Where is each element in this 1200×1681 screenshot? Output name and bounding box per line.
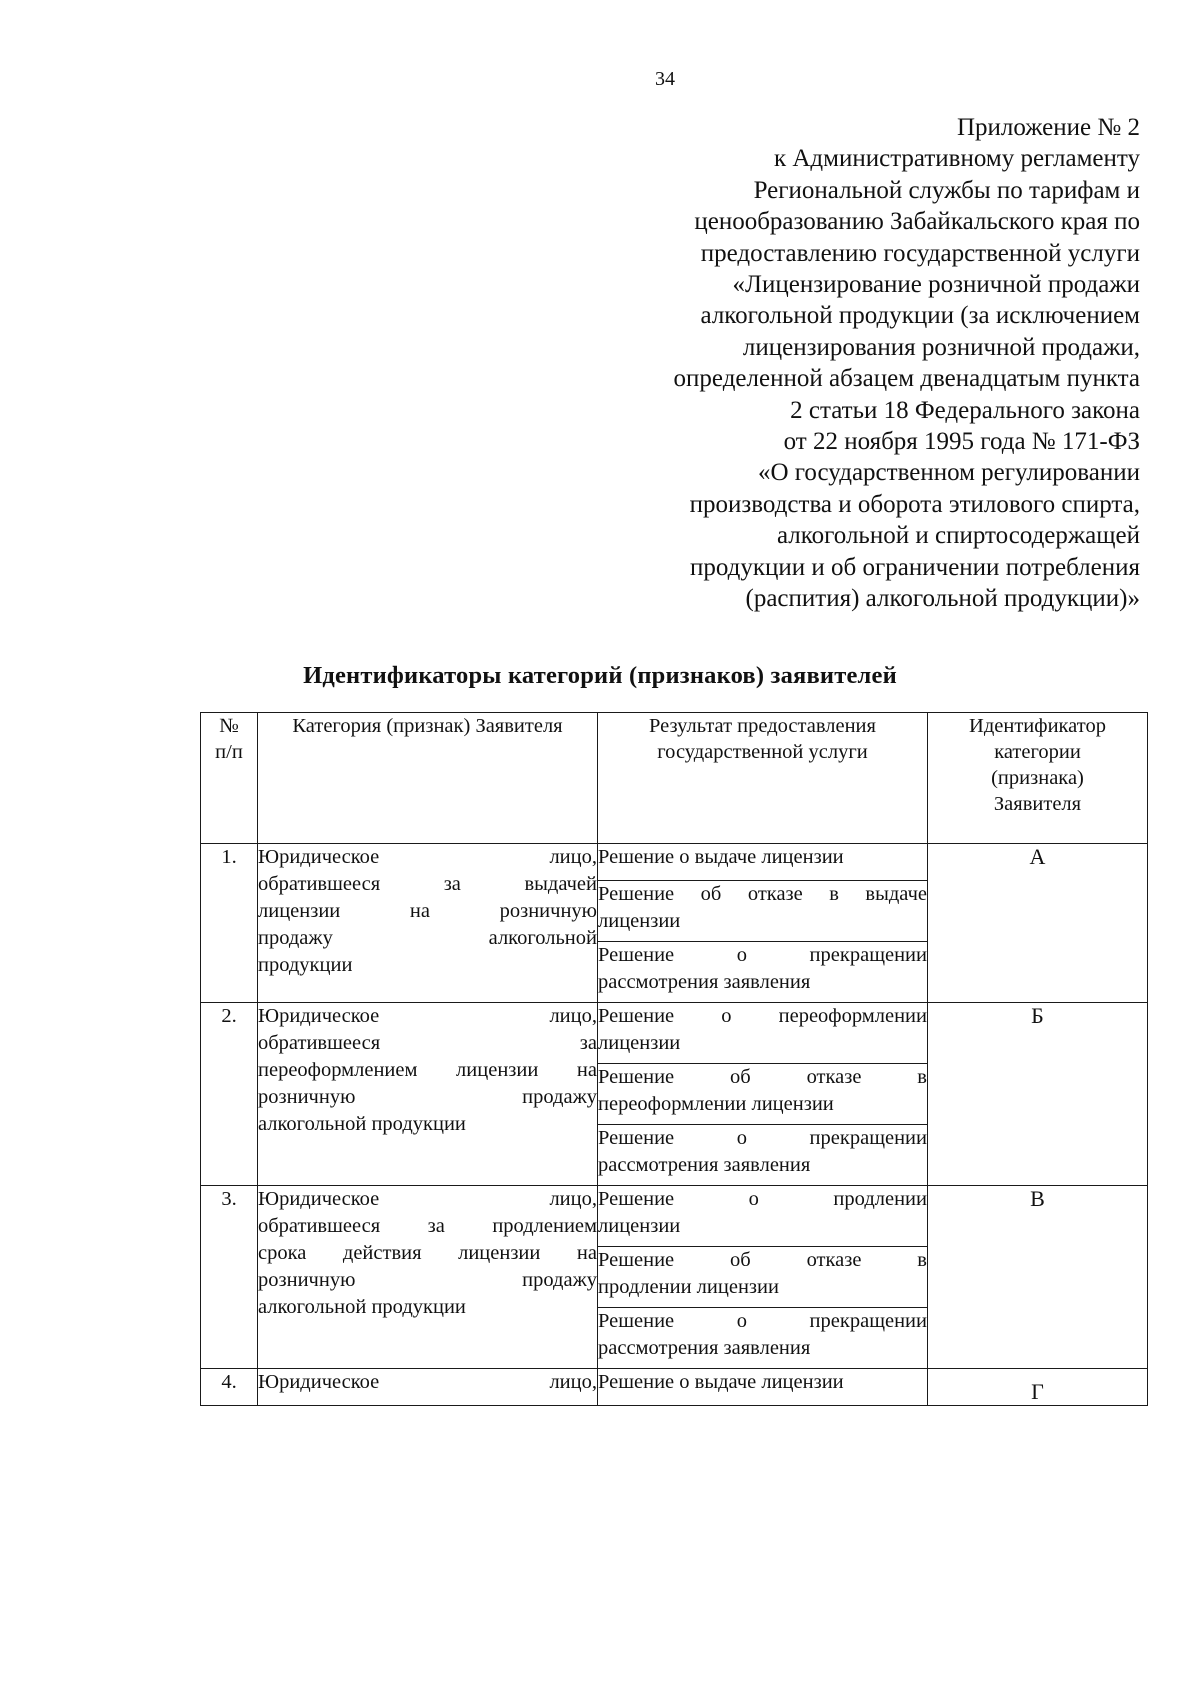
category-line: Юридическое лицо, [258,846,597,868]
result-line: Решение о прекращении [598,944,927,966]
service-result [598,1003,928,1064]
category-line: розничную продажу [258,1086,597,1108]
row-number: 4. [201,1369,258,1406]
table-header-row [201,713,1148,844]
row-number: 2. [201,1003,258,1186]
appendix-line: предоставлению государственной услуги [700,239,1140,267]
header-line: Заявителя [993,793,1082,815]
appendix-line: производства и оборота этилового спирта, [689,490,1140,518]
document-title: Идентификаторы категорий (признаков) заявителей [303,662,897,689]
category-line: лицензии на розничную [258,900,597,922]
applicant-categories-table [200,712,1148,1406]
applicant-category [258,1186,598,1369]
category-line: обратившееся за [258,1032,597,1054]
result-line: лицензии [598,910,681,932]
result-line: Решение об отказе в [598,1066,927,1088]
result-line: Решение о прекращении [598,1310,927,1332]
result-line: рассмотрения заявления [598,1154,811,1176]
service-result [598,942,928,1003]
category-line: алкогольной продукции [258,1296,466,1318]
category-identifier: В [928,1186,1148,1369]
category-identifier: А [928,844,1148,1003]
applicant-category [258,1369,598,1406]
table-row [201,844,1148,881]
category-line: обратившееся за выдачей [258,873,597,895]
header-category [258,713,598,844]
service-result [598,1186,928,1247]
header-identifier [928,713,1148,844]
category-line: срока действия лицензии на [258,1242,597,1264]
appendix-heading [580,112,1140,615]
category-line: розничную продажу [258,1269,597,1291]
row-number: 1. [201,844,258,1003]
appendix-line: «О государственном регулировании [757,459,1140,487]
appendix-line: к Административному регламенту [773,145,1140,173]
service-result [598,881,928,942]
category-line: Юридическое лицо, [258,1188,597,1210]
appendix-line: лицензирования розничной продажи, [742,333,1140,361]
row-number: 3. [201,1186,258,1369]
service-result [598,844,928,881]
result-line: переоформлении лицензии [598,1093,834,1115]
appendix-line: алкогольной и спиртосодержащей [776,522,1140,550]
result-line: рассмотрения заявления [598,971,811,993]
result-line: рассмотрения заявления [598,1337,811,1359]
result-line: Решение об отказе в выдаче [598,883,927,905]
appendix-line: «Лицензирование розничной продажи [732,271,1140,299]
service-result [598,1247,928,1308]
header-line: Результат предоставления [649,715,876,737]
category-line: Юридическое лицо, [258,1371,597,1393]
applicant-category [258,1003,598,1186]
result-line: лицензии [598,1215,681,1237]
result-line: Решение о прекращении [598,1127,927,1149]
header-line: (признака) [991,767,1084,789]
result-line: Решение о продлении [598,1188,927,1210]
page-number: 34 [655,68,675,90]
appendix-line: (распития) алкогольной продукции)» [745,585,1140,613]
appendix-line: от 22 ноября 1995 года № 171-ФЗ [783,428,1140,456]
appendix-line: алкогольной продукции (за исключением [700,302,1140,330]
header-line: № [219,715,239,737]
header-line: Идентификатор [969,715,1106,737]
header-num [201,713,258,844]
appendix-line: определенной абзацем двенадцатым пункта [673,365,1140,393]
appendix-line: ценообразованию Забайкальского края по [694,208,1140,236]
table-row [201,1369,1148,1406]
appendix-line: Региональной службы по тарифам и [753,176,1140,204]
applicant-category [258,844,598,1003]
header-line: государственной услуги [657,741,868,763]
appendix-line: Приложение № 2 [956,114,1140,141]
category-line: алкогольной продукции [258,1113,466,1135]
appendix-line: продукции и об ограничении потребления [690,553,1140,581]
category-identifier: Г [928,1369,1148,1406]
result-line: Решение о выдаче лицензии [598,846,844,868]
table-row [201,1003,1148,1064]
header-result [598,713,928,844]
result-line: Решение о выдаче лицензии [598,1371,844,1393]
category-line: продажу алкогольной [258,927,597,949]
category-line: обратившееся за продлением [258,1215,597,1237]
appendix-line: 2 статьи 18 Федерального закона [790,396,1140,424]
header-line: категории [994,741,1081,763]
header-line: п/п [215,741,243,763]
category-line: переоформлением лицензии на [258,1059,597,1081]
service-result [598,1064,928,1125]
result-line: продлении лицензии [598,1276,779,1298]
category-line: продукции [258,954,353,976]
result-line: лицензии [598,1032,681,1054]
category-identifier: Б [928,1003,1148,1186]
service-result [598,1369,928,1406]
result-line: Решение об отказе в [598,1249,927,1271]
header-line: Категория (признак) Заявителя [292,715,563,737]
table-row [201,1186,1148,1247]
service-result [598,1308,928,1369]
service-result [598,1125,928,1186]
result-line: Решение о переоформлении [598,1005,927,1027]
category-line: Юридическое лицо, [258,1005,597,1027]
